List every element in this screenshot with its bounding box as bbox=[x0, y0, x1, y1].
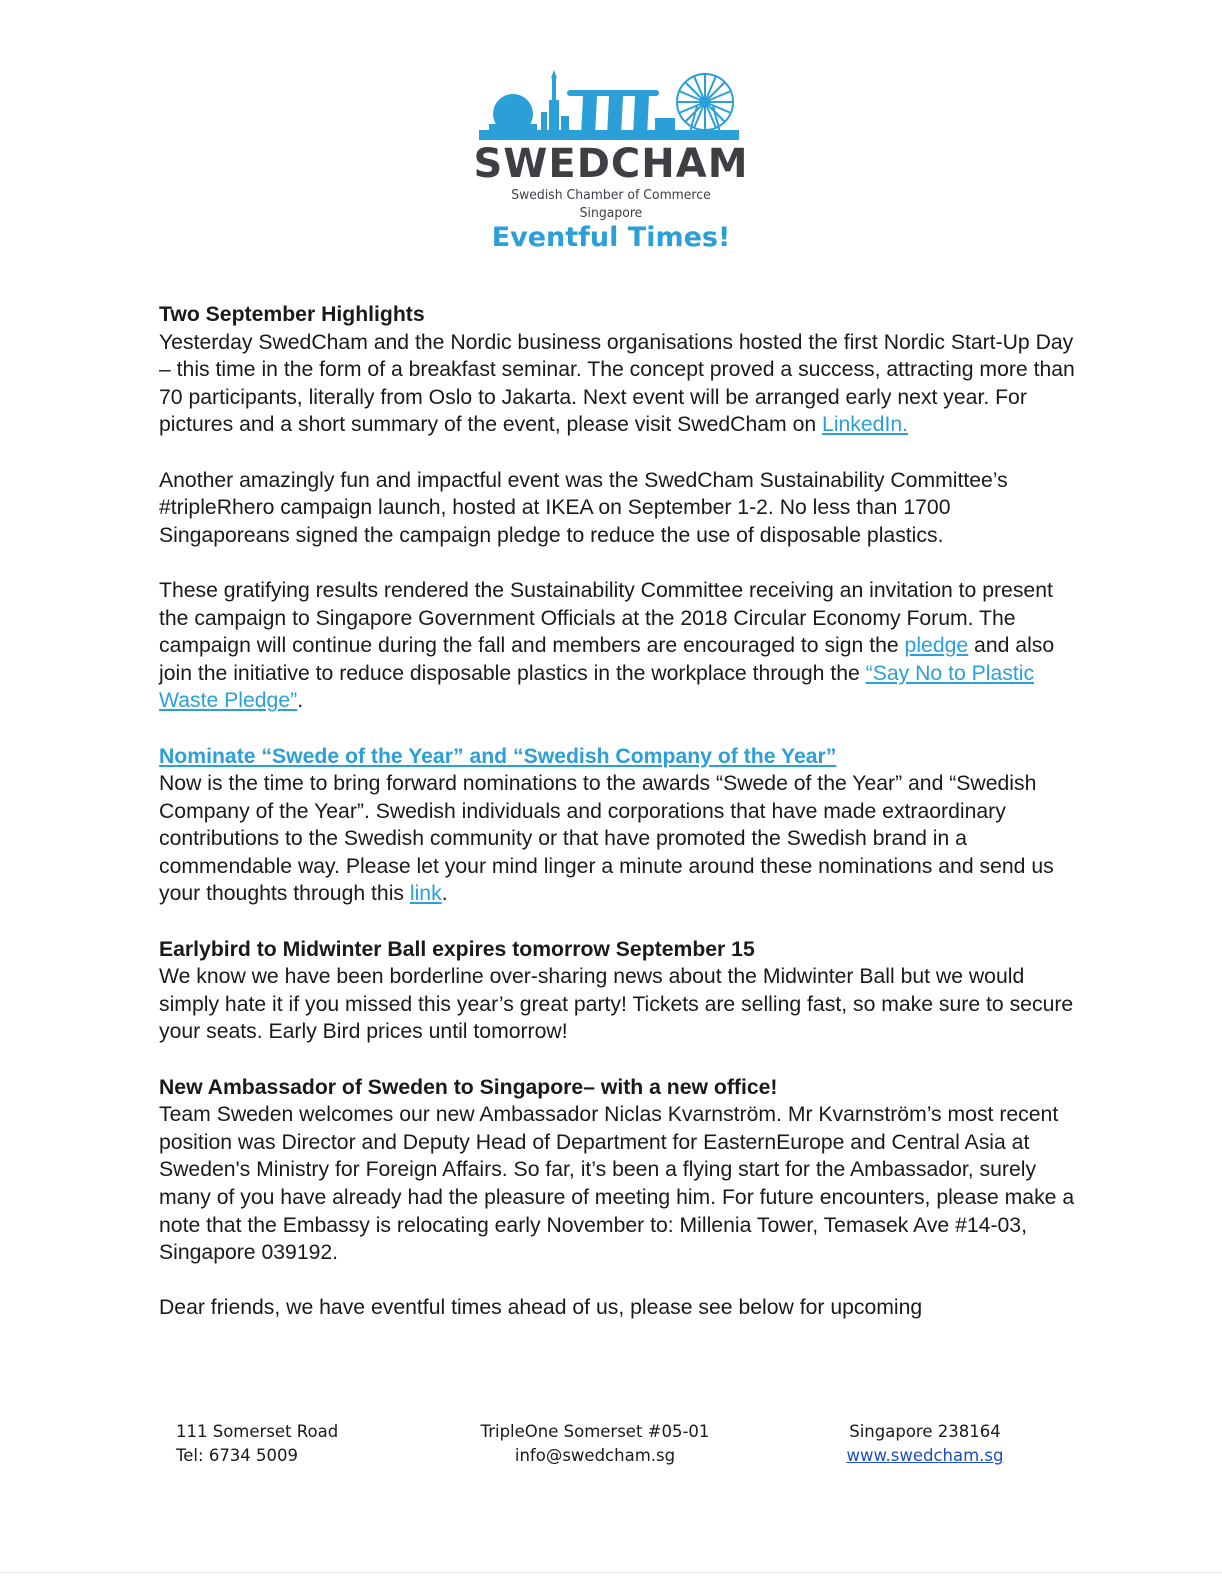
section-heading-highlights: Two September Highlights bbox=[159, 303, 425, 326]
paragraph-closing: Dear friends, we have eventful times ahead of us, please see below for upcoming bbox=[159, 1296, 923, 1320]
footer-address-building: TripleOne Somerset #05-01 bbox=[480, 1422, 710, 1441]
pledge-link[interactable]: pledge bbox=[904, 634, 969, 658]
paragraph-midwinter-ball: We know we have been borderline over-sharing news about the Midwinter Ball but we would simply hate it if you missed this year’s great party! Tickets are selling fast, so make sure to secure your seats. Early Bird prices until tomorrow! bbox=[159, 965, 1074, 1044]
linkedin-link[interactable]: LinkedIn. bbox=[822, 413, 909, 437]
footer-column-right bbox=[830, 1420, 1020, 1468]
paragraph-text: and also join the initiative to reduce disposable plastics in the workplace through the bbox=[159, 634, 1055, 685]
nominate-heading-link[interactable]: Nominate “Swede of the Year” and “Swedish Company of the Year” bbox=[159, 744, 837, 768]
paragraph-text: . bbox=[441, 882, 448, 906]
nomination-link[interactable]: link bbox=[409, 882, 442, 906]
website-link[interactable]: www.swedcham.sg bbox=[846, 1446, 1004, 1465]
newsletter-title: Eventful Times! bbox=[491, 222, 731, 253]
brand-name: SWEDCHAM bbox=[473, 141, 749, 187]
paragraph-text: These gratifying results rendered the Sustainability Committee receiving an invitation to present the campaign to Singapore Government Officials at the 2018 Circular Economy Forum. The campaign will continue during the fall and members are encouraged to sign the bbox=[159, 578, 1053, 658]
paragraph-text: . bbox=[297, 689, 304, 713]
paragraph-text: Yesterday SwedCham and the Nordic business organisations hosted the first Nordic Start-Up Day – this time in the form of a breakfast seminar. The concept proved a success, attracting more than 70 participants, literally from Oslo to Jakarta. Next event will be arranged early next year. For pictures and a short summary of the event, please visit SwedCham on bbox=[159, 330, 1075, 437]
section-heading-ambassador: New Ambassador of Sweden to Singapore– with a new office! bbox=[159, 1075, 778, 1099]
paragraph-text: Now is the time to bring forward nominations to the awards “Swede of the Year” and “Swedish Company of the Year”. Swedish individuals and corporations that have made extraordinary contributions to the Swedish community or that have promoted the Swedish brand in a commendable way. Please let your mind linger a minute around these nominations and send us your thoughts through this bbox=[159, 772, 1054, 906]
newsletter-body bbox=[159, 301, 1079, 1350]
footer-email: info@swedcham.sg bbox=[514, 1446, 676, 1465]
footer-phone: Tel: 6734 5009 bbox=[176, 1446, 299, 1465]
paragraph-ambassador: Team Sweden welcomes our new Ambassador Niclas Kvarnström. Mr Kvarnström’s most recent position was Director and Deputy Head of Department for EasternEurope and Central Asia at Sweden's Ministry for Foreign Affairs. So far, it’s been a flying start for the Ambassador, surely many of you have already had the pleasure of meeting him. For future encounters, please make a note that the Embassy is relocating early November to: Millenia Tower, Temasek Ave #14-03, Singapore 039192. bbox=[159, 1103, 1075, 1265]
paragraph-nordic-startup bbox=[159, 329, 1079, 439]
say-no-plastic-pledge-link[interactable]: “Say No to Plastic Waste Pledge” bbox=[159, 661, 1035, 713]
brand-tagline: Swedish Chamber of Commerce Singapore bbox=[511, 187, 711, 221]
swedcham-logo bbox=[470, 70, 752, 222]
footer-column-center bbox=[470, 1420, 720, 1468]
footer-address-street: 111 Somerset Road bbox=[176, 1422, 339, 1441]
footer-column-left bbox=[176, 1420, 338, 1468]
page-bottom-divider bbox=[0, 1572, 1222, 1573]
paragraph-circular-economy bbox=[159, 577, 1079, 715]
paragraph-nominations bbox=[159, 770, 1079, 908]
section-heading-midwinter-ball: Earlybird to Midwinter Ball expires tomorrow September 15 bbox=[159, 937, 755, 961]
city-skyline-logo-icon bbox=[479, 70, 739, 140]
footer-address-city: Singapore 238164 bbox=[849, 1422, 1001, 1441]
section-heading-nominate bbox=[159, 743, 1079, 771]
paragraph-triplerhero: Another amazingly fun and impactful event was the SwedCham Sustainability Committee’s #tripleRhero campaign launch, hosted at IKEA on September 1-2. No less than 1700 Singaporeans signed the campaign pledge to reduce the use of disposable plastics. bbox=[159, 468, 1008, 547]
